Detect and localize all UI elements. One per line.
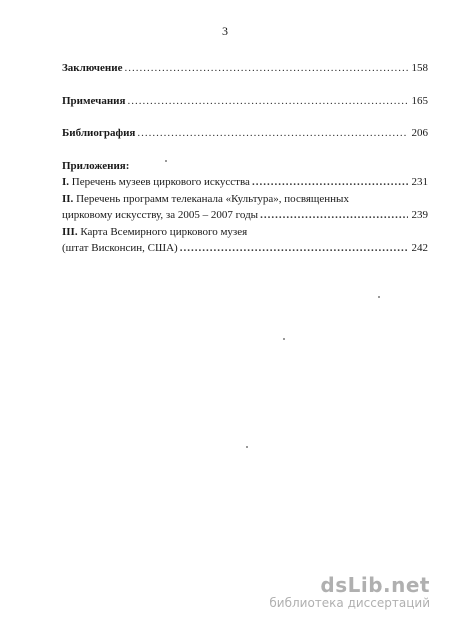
- toc-entry-label: Заключение: [62, 62, 123, 74]
- appendix-item-3: [62, 240, 428, 256]
- appendix-page: 242: [411, 242, 428, 254]
- scan-speck: [283, 338, 285, 340]
- appendix-item-2: [62, 207, 428, 223]
- toc-entry-bibliography: [62, 125, 428, 141]
- toc-entry-label: Примечания: [62, 95, 126, 107]
- scan-speck: [165, 160, 167, 162]
- watermark: [269, 574, 430, 610]
- appendix-item-1: [62, 174, 428, 190]
- page-number: 3: [222, 24, 228, 38]
- appendix-title: Перечень программ телеканала «Культура», посвященных: [76, 193, 349, 205]
- appendix-item-3-line1: [62, 224, 247, 240]
- appendix-numeral: III.: [62, 226, 78, 238]
- appendix-page: 239: [411, 209, 428, 221]
- toc-entry-conclusion: [62, 60, 428, 76]
- watermark-logo: dsLib.net: [320, 573, 430, 597]
- appendix-page: 231: [411, 176, 428, 188]
- toc-entry-notes: [62, 93, 428, 109]
- appendix-title-cont: цирковому искусству, за 2005 – 2007 годы: [62, 209, 259, 221]
- appendix-title: Карта Всемирного циркового музея: [80, 226, 248, 238]
- toc-entry-page: 165: [411, 95, 428, 107]
- appendix-title: Перечень музеев циркового искусства: [71, 176, 250, 188]
- appendix-title-cont: (штат Висконсин, США): [62, 242, 178, 254]
- appendix-numeral: I.: [62, 176, 70, 188]
- scan-speck: [246, 446, 248, 448]
- watermark-tagline: библиотека диссертаций: [269, 596, 430, 610]
- toc-entry-page: 158: [411, 62, 428, 74]
- appendix-item-2-line1: [62, 191, 349, 207]
- toc-entry-label: Библиография: [62, 127, 136, 139]
- leader-dots: [137, 125, 407, 141]
- leader-dots: [252, 174, 408, 190]
- leader-dots: [180, 240, 408, 256]
- scan-speck: [378, 296, 380, 298]
- appendix-numeral: II.: [62, 193, 74, 205]
- toc-entry-page: 206: [411, 127, 428, 139]
- appendices-heading: Приложения:: [62, 160, 130, 172]
- leader-dots: [124, 60, 407, 76]
- leader-dots: [127, 93, 407, 109]
- leader-dots: [260, 207, 407, 223]
